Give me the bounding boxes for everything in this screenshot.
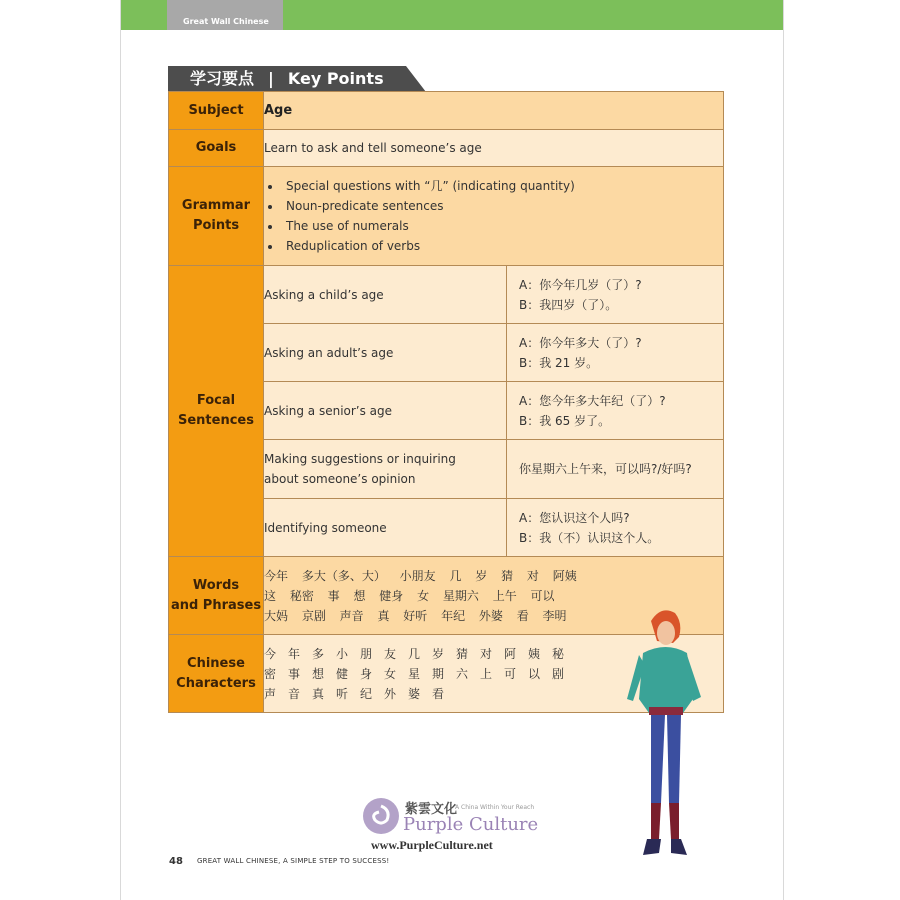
characters-label: [169, 635, 264, 713]
focal-desc-line2: about someone’s opinion: [264, 472, 416, 486]
subject-value: Age: [264, 103, 293, 118]
focal-desc: Asking a senior’s age: [264, 382, 507, 440]
title-en: Key Points: [287, 69, 384, 88]
page-number: 48: [169, 856, 183, 867]
focal-desc: Identifying someone: [264, 499, 507, 557]
grammar-item: • The use of numerals: [282, 216, 723, 236]
key-points-tab: [168, 66, 426, 92]
example-line: A：您认识这个人吗?: [519, 510, 630, 525]
grammar-label-line2: Points: [192, 218, 240, 233]
goals-row: [169, 130, 724, 167]
subject-label: Subject: [169, 92, 264, 130]
characters-line: 密事想健身女星期六上可以剧: [264, 666, 577, 681]
brand-tab: Great Wall Chinese: [167, 0, 283, 30]
grammar-points: [264, 167, 724, 266]
grammar-list: [264, 176, 723, 256]
watermark-en: Purple Culture: [403, 814, 539, 835]
words-line: 大妈 京剧 声音 真 好听 年纪 外婆 看 李明: [264, 608, 567, 623]
focal-label: [169, 266, 264, 557]
watermark-url: www.PurpleCulture.net: [371, 838, 493, 852]
focal-example: [507, 266, 724, 324]
example-line: A：您今年多大年纪（了）?: [519, 393, 666, 408]
grammar-row: [169, 167, 724, 266]
goals-value: Learn to ask and tell someone’s age: [264, 130, 724, 167]
example-line: B：我 65 岁了。: [519, 413, 611, 428]
words-label-line1: Words: [192, 577, 240, 593]
words-label: [169, 557, 264, 635]
title-separator: |: [268, 69, 274, 88]
characters-label-line2: Characters: [176, 675, 256, 691]
characters-line: 今年多小朋友几岁猜对阿姨秘: [264, 646, 577, 661]
watermark: [361, 796, 561, 858]
key-points-title: [190, 66, 384, 92]
focal-desc: Asking a child’s age: [264, 266, 507, 324]
subject-row: [169, 92, 724, 130]
grammar-label: [169, 167, 264, 266]
example-line: A：你今年几岁（了）?: [519, 277, 642, 292]
example-line: A：你今年多大（了）?: [519, 335, 642, 350]
example-line: B：我 21 岁。: [519, 355, 599, 370]
focal-row: [169, 266, 724, 324]
example-line: B：我（不）认识这个人。: [519, 530, 660, 545]
footer-text: GREAT WALL CHINESE, A SIMPLE STEP TO SUCCESS!: [197, 857, 390, 865]
watermark-cn: 紫雲文化: [405, 802, 458, 817]
example-line: 你星期六上午来，可以吗?/好吗?: [519, 462, 692, 476]
characters-label-line1: Chinese: [187, 655, 245, 671]
focal-desc: Asking an adult’s age: [264, 324, 507, 382]
words-line: 这 秘密 事 想 健身 女 星期六 上午 可以: [264, 588, 555, 603]
words-label-line2: and Phrases: [170, 597, 262, 613]
grammar-item: • Special questions with “几” (indicating quantity): [282, 176, 723, 196]
book-page: [120, 0, 784, 900]
characters-line: 声音真听纪外婆看: [264, 686, 457, 701]
focal-label-line2: Sentences: [178, 413, 254, 428]
focal-example: [507, 324, 724, 382]
focal-desc: [264, 440, 507, 499]
focal-desc-line1: Making suggestions or inquiring: [264, 452, 456, 466]
watermark-tagline: A China Within Your Reach: [455, 804, 535, 811]
focal-example: [507, 499, 724, 557]
words-line: 今年 多大（多、大） 小朋友 几 岁 猜 对 阿姨: [264, 568, 577, 583]
grammar-label-line1: Grammar: [181, 198, 251, 213]
focal-example: [507, 382, 724, 440]
grammar-item: • Reduplication of verbs: [282, 236, 723, 256]
grammar-item: • Noun-predicate sentences: [282, 196, 723, 216]
purple-culture-logo-icon: [361, 796, 401, 836]
focal-example: [507, 440, 724, 499]
example-line: B：我四岁（了）。: [519, 297, 618, 312]
title-cn: 学习要点: [190, 69, 255, 88]
goals-label: Goals: [169, 130, 264, 167]
focal-label-line1: Focal: [196, 393, 236, 408]
woman-illustration: [621, 603, 706, 873]
